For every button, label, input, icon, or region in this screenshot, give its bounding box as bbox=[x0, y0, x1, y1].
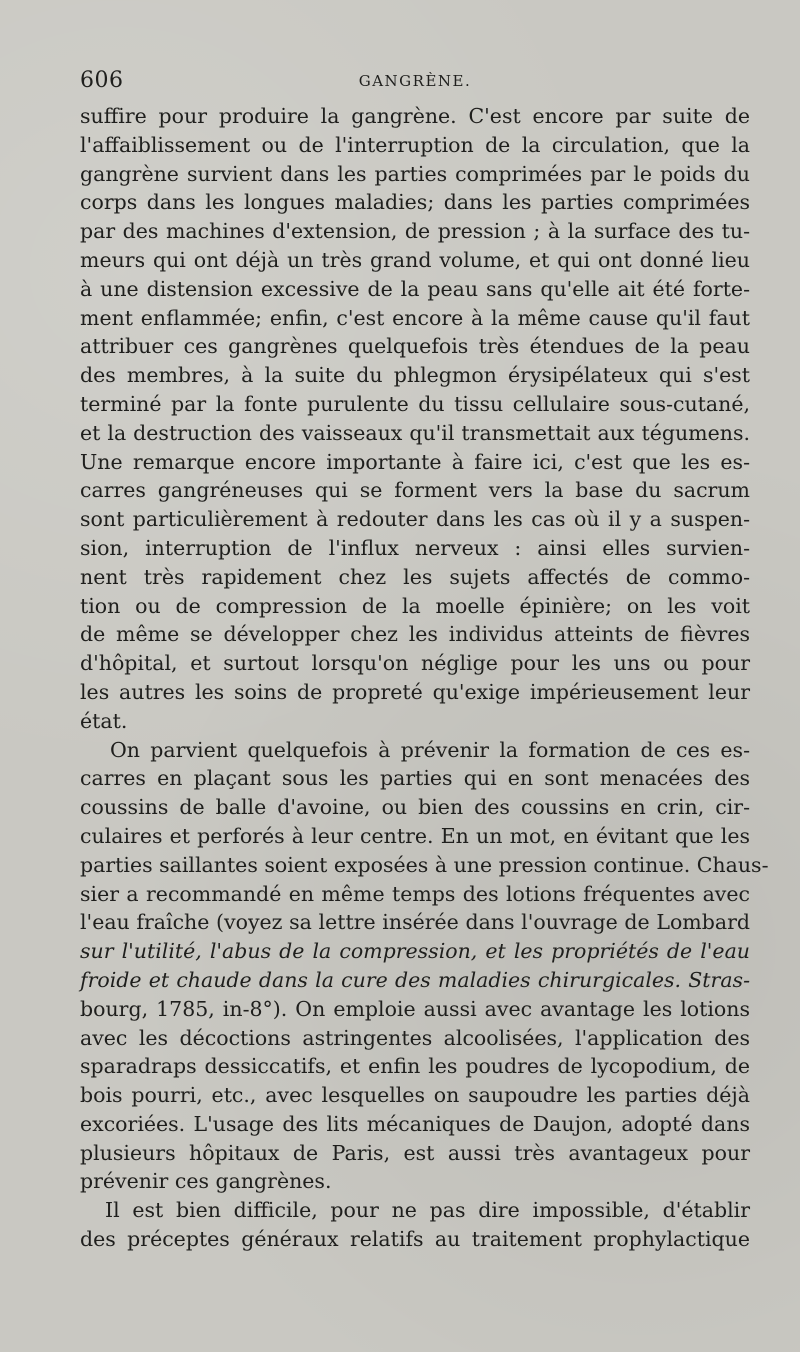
text-line: l'affaiblissement ou de l'interruption de la circulation, que la bbox=[80, 132, 750, 157]
text-line: coussins de balle d'avoine, ou bien des coussins en crin, cir- bbox=[80, 795, 750, 820]
paragraph-start-line: On parvient quelquefois à prévenir la formation de ces es- bbox=[110, 737, 750, 762]
text-line: sion, interruption de l'influx nerveux : ainsi elles survien- bbox=[80, 535, 750, 560]
text-line: Une remarque encore importante à faire ici, c'est que les es- bbox=[80, 449, 750, 474]
body-text bbox=[80, 102, 769, 1254]
text-line: bourg, 1785, in-8°). On emploie aussi avec avantage les lotions bbox=[80, 996, 750, 1021]
text-line: ment enflammée; enfin, c'est encore à la même cause qu'il faut bbox=[80, 305, 750, 330]
text-line: nent très rapidement chez les sujets affectés de commo- bbox=[80, 564, 750, 589]
text-line-italic: sur l'utilité, l'abus de la compression, et les propriétés de l'eau bbox=[80, 939, 750, 964]
text-line-italic: froide et chaude dans la cure des maladies chirurgicales. Stras- bbox=[80, 967, 750, 992]
text-line: prévenir ces gangrènes. bbox=[80, 1169, 332, 1194]
running-title: GANGRÈNE. bbox=[358, 72, 472, 90]
text-line: l'eau fraîche (voyez sa lettre insérée dans l'ouvrage de Lombard bbox=[80, 910, 750, 935]
text-line: terminé par la fonte purulente du tissu cellulaire sous-cutané, bbox=[80, 391, 750, 416]
page-header bbox=[80, 66, 750, 96]
page-number: 606 bbox=[80, 68, 124, 93]
text-line: à une distension excessive de la peau sans qu'elle ait été forte- bbox=[80, 276, 750, 301]
text-line: de même se développer chez les individus atteints de fièvres bbox=[80, 622, 750, 647]
text-line: et la destruction des vaisseaux qu'il transmettait aux tégumens. bbox=[80, 420, 750, 445]
text-line: parties saillantes soient exposées à une pression continue. Chaus- bbox=[80, 852, 769, 877]
text-line: d'hôpital, et surtout lorsqu'on néglige pour les uns ou pour bbox=[80, 651, 750, 676]
text-line: sier a recommandé en même temps des lotions fréquentes avec bbox=[80, 881, 750, 906]
text-line: gangrène survient dans les parties comprimées par le poids du bbox=[80, 161, 750, 186]
text-line: les autres les soins de propreté qu'exige impérieusement leur bbox=[80, 679, 750, 704]
text-line: des préceptes généraux relatifs au traitement prophylactique bbox=[80, 1227, 750, 1252]
text-line: par des machines d'extension, de pression ; à la surface des tu- bbox=[80, 219, 750, 244]
text-line: plusieurs hôpitaux de Paris, est aussi très avantageux pour bbox=[80, 1140, 750, 1165]
text-line: suffire pour produire la gangrène. C'est encore par suite de bbox=[80, 104, 750, 128]
text-line: carres en plaçant sous les parties qui en sont menacées des bbox=[80, 766, 750, 791]
text-line: état. bbox=[80, 708, 128, 733]
text-line: tion ou de compression de la moelle épinière; on les voit bbox=[80, 593, 750, 618]
text-line: excoriées. L'usage des lits mécaniques de Daujon, adopté dans bbox=[80, 1111, 750, 1136]
text-line: meurs qui ont déjà un très grand volume, et qui ont donné lieu bbox=[80, 247, 750, 272]
text-line: avec les décoctions astringentes alcoolisées, l'application des bbox=[80, 1025, 750, 1050]
text-line: des membres, à la suite du phlegmon érysipélateux qui s'est bbox=[80, 363, 750, 388]
text-line: culaires et perforés à leur centre. En un mot, en évitant que les bbox=[80, 823, 750, 848]
text-line: bois pourri, etc., avec lesquelles on saupoudre les parties déjà bbox=[80, 1083, 750, 1108]
text-line: carres gangréneuses qui se forment vers la base du sacrum bbox=[80, 478, 750, 503]
paragraph-start-line: Il est bien difficile, pour ne pas dire impossible, d'établir bbox=[105, 1198, 750, 1223]
text-line: corps dans les longues maladies; dans les parties comprimées bbox=[80, 190, 750, 215]
text-line: sparadraps dessiccatifs, et enfin les poudres de lycopodium, de bbox=[80, 1054, 750, 1079]
text-line: sont particulièrement à redouter dans les cas où il y a suspen- bbox=[80, 507, 750, 532]
text-line: attribuer ces gangrènes quelquefois très étendues de la peau bbox=[80, 334, 750, 359]
